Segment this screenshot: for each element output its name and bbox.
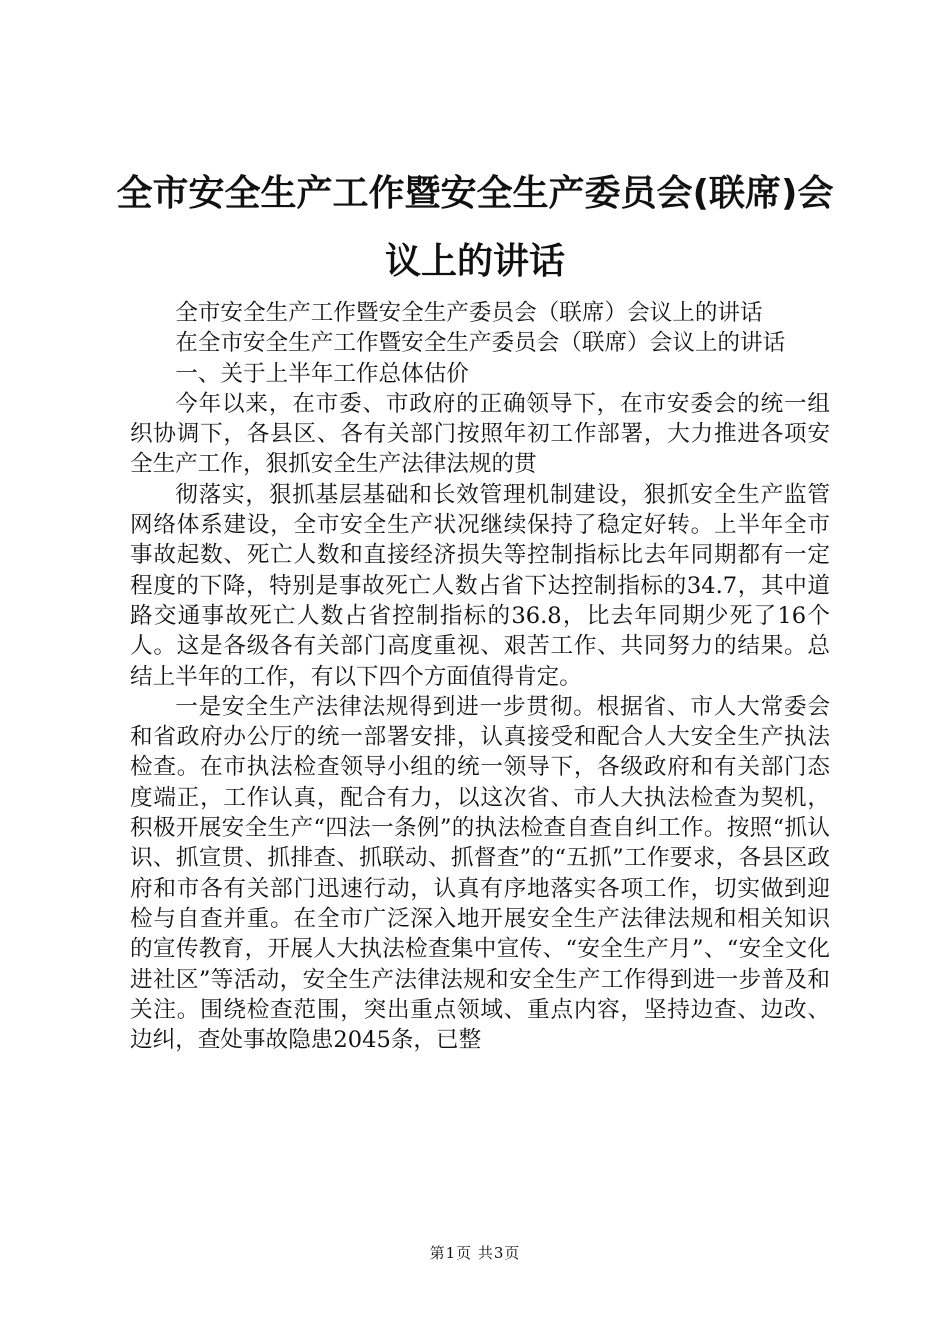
paragraph-3: 今年以来，在市委、市政府的正确领导下，在市安委会的统一组织协调下，各县区、各有关部门按照年初工作部署，大力推进各项安全生产工作，狠抓安全生产法律法规的贯 [130, 390, 830, 478]
section-heading: 一、关于上半年工作总体估价 [175, 360, 469, 387]
document-body [130, 298, 830, 1055]
page-number-footer: 第1页 共3页 [429, 1244, 521, 1262]
document-title: 全市安全生产工作暨安全生产委员会(联席)会议上的讲话 [116, 173, 834, 282]
paragraph-5: 一是安全生产法律法规得到进一步贯彻。根据省、市人大常委会和省政府办公厅的统一部署安排，认真接受和配合人大安全生产执法检查。在市执法检查领导小组的统一领导下，各级政府和有关部门态度端正，工作认真，配合有力，以这次省、市人大执法检查为契机，积极开展安全生产“四法一条例”的执法检查自查自纠工作。按照“抓认识、抓宣贯、抓排查、抓联动、抓督查”的“五抓”工作要求，各县区政府和市各有关部门迅速行动，认真有序地落实各项工作，切实做到迎检与自查并重。在全市广泛深入地开展安全生产法律法规和相关知识的宣传教育，开展人大执法检查集中宣传、“安全生产月”、“安全文化进社区”等活动，安全生产法律法规和安全生产工作得到进一步普及和关注。围绕检查范围，突出重点领域、重点内容，坚持边查、边改、边纠，查处事故隐患2045条，已整 [130, 693, 830, 1054]
paragraph-2: 在全市安全生产工作暨安全生产委员会（联席）会议上的讲话 [175, 330, 786, 357]
paragraph-1: 全市安全生产工作暨安全生产委员会（联席）会议上的讲话 [175, 300, 763, 326]
paragraph-4: 彻落实，狠抓基层基础和长效管理机制建设，狠抓安全生产监管网络体系建设，全市安全生产状况继续保持了稳定好转。上半年全市事故起数、死亡人数和直接经济损失等控制指标比去年同期都有一定程度的下降，特别是事故死亡人数占省下达控制指标的34.7，其中道路交通事故死亡人数占省控制指标的36.8，比去年同期少死了16个人。这是各级各有关部门高度重视、艰苦工作、共同努力的结果。总结上半年的工作，有以下四个方面值得肯定。 [130, 481, 830, 690]
